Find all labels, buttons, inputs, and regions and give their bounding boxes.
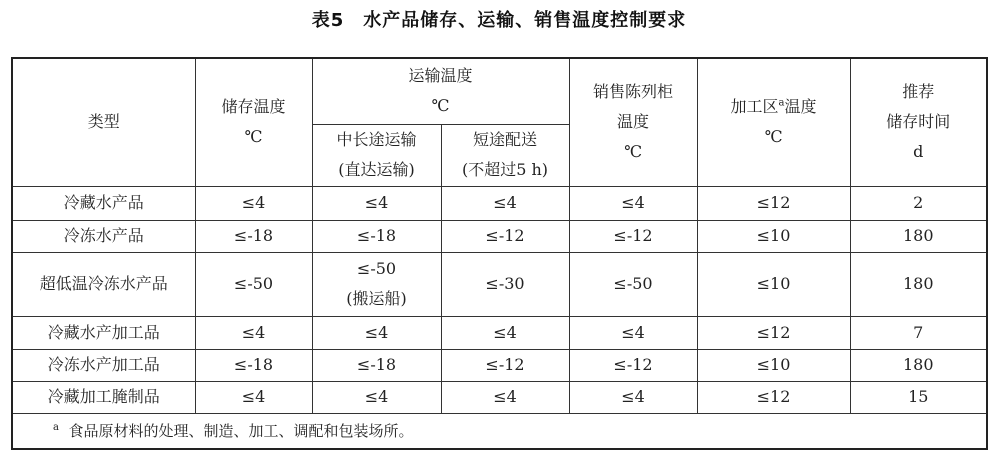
cell-sales: ≤4 bbox=[569, 186, 697, 220]
cell-type: 冷冻水产品 bbox=[12, 220, 195, 252]
cell-short-haul: ≤-12 bbox=[441, 220, 569, 252]
cell-type: 冷冻水产加工品 bbox=[12, 349, 195, 381]
cell-sales: ≤-50 bbox=[569, 252, 697, 316]
cell-processing: ≤12 bbox=[697, 186, 850, 220]
footnote-text: 食品原材料的处理、制造、加工、调配和包装场所。 bbox=[68, 421, 414, 440]
cell-days: 180 bbox=[850, 220, 987, 252]
cell-short-haul: ≤4 bbox=[441, 316, 569, 349]
cell-processing: ≤10 bbox=[697, 252, 850, 316]
cell-sales: ≤4 bbox=[569, 316, 697, 349]
table-title: 表5 水产品储存、运输、销售温度控制要求 bbox=[311, 10, 687, 31]
table-row bbox=[12, 316, 987, 349]
cell-processing: ≤12 bbox=[697, 316, 850, 349]
cell-processing: ≤12 bbox=[697, 381, 850, 413]
cell-type: 冷藏水产加工品 bbox=[12, 316, 195, 349]
cell-short-haul: ≤-30 bbox=[441, 252, 569, 316]
cell-storage: ≤-50 bbox=[195, 252, 312, 316]
cell-storage: ≤4 bbox=[195, 186, 312, 220]
header-row-1 bbox=[12, 58, 987, 124]
table-row bbox=[12, 381, 987, 413]
footnote bbox=[12, 413, 987, 449]
cell-processing: ≤10 bbox=[697, 220, 850, 252]
cell-short-haul: ≤4 bbox=[441, 381, 569, 413]
cell-storage: ≤-18 bbox=[195, 349, 312, 381]
header-long-haul: 中长途运输 (直达运输) bbox=[312, 124, 441, 186]
cell-long-haul: ≤-50 (搬运船) bbox=[312, 252, 441, 316]
cell-type: 超低温冷冻水产品 bbox=[12, 252, 195, 316]
table-row bbox=[12, 186, 987, 220]
cell-storage: ≤4 bbox=[195, 316, 312, 349]
cell-sales: ≤-12 bbox=[569, 220, 697, 252]
table-row bbox=[12, 252, 987, 316]
footnote-marker: a bbox=[53, 421, 59, 433]
footnote-row bbox=[12, 413, 987, 449]
footnote-marker: a bbox=[778, 97, 785, 109]
cell-short-haul: ≤-12 bbox=[441, 349, 569, 381]
cell-days: 7 bbox=[850, 316, 987, 349]
cell-processing: ≤10 bbox=[697, 349, 850, 381]
table-row bbox=[12, 220, 987, 252]
cell-type: 冷藏加工腌制品 bbox=[12, 381, 195, 413]
cell-long-haul: ≤4 bbox=[312, 316, 441, 349]
temperature-control-table bbox=[11, 57, 988, 450]
cell-days: 15 bbox=[850, 381, 987, 413]
cell-storage: ≤-18 bbox=[195, 220, 312, 252]
cell-long-haul: ≤-18 bbox=[312, 220, 441, 252]
header-processing-temp: 加工区$^a$温度 ℃ bbox=[697, 58, 850, 186]
cell-storage: ≤4 bbox=[195, 381, 312, 413]
header-type: 类型 bbox=[12, 58, 195, 186]
cell-type: 冷藏水产品 bbox=[12, 186, 195, 220]
cell-days: 2 bbox=[850, 186, 987, 220]
cell-long-haul: ≤4 bbox=[312, 186, 441, 220]
table-row bbox=[12, 349, 987, 381]
header-transport-temp: 运输温度 ℃ bbox=[312, 58, 569, 124]
cell-days: 180 bbox=[850, 349, 987, 381]
header-recommended-storage: 推荐 储存时间 d bbox=[850, 58, 987, 186]
cell-long-haul: ≤-18 bbox=[312, 349, 441, 381]
header-short-haul: 短途配送 (不超过5 h) bbox=[441, 124, 569, 186]
cell-long-haul: ≤4 bbox=[312, 381, 441, 413]
header-storage-temp: 储存温度 ℃ bbox=[195, 58, 312, 186]
cell-sales: ≤-12 bbox=[569, 349, 697, 381]
cell-days: 180 bbox=[850, 252, 987, 316]
header-sales-cabinet: 销售陈列柜 温度 ℃ bbox=[569, 58, 697, 186]
cell-sales: ≤4 bbox=[569, 381, 697, 413]
cell-short-haul: ≤4 bbox=[441, 186, 569, 220]
